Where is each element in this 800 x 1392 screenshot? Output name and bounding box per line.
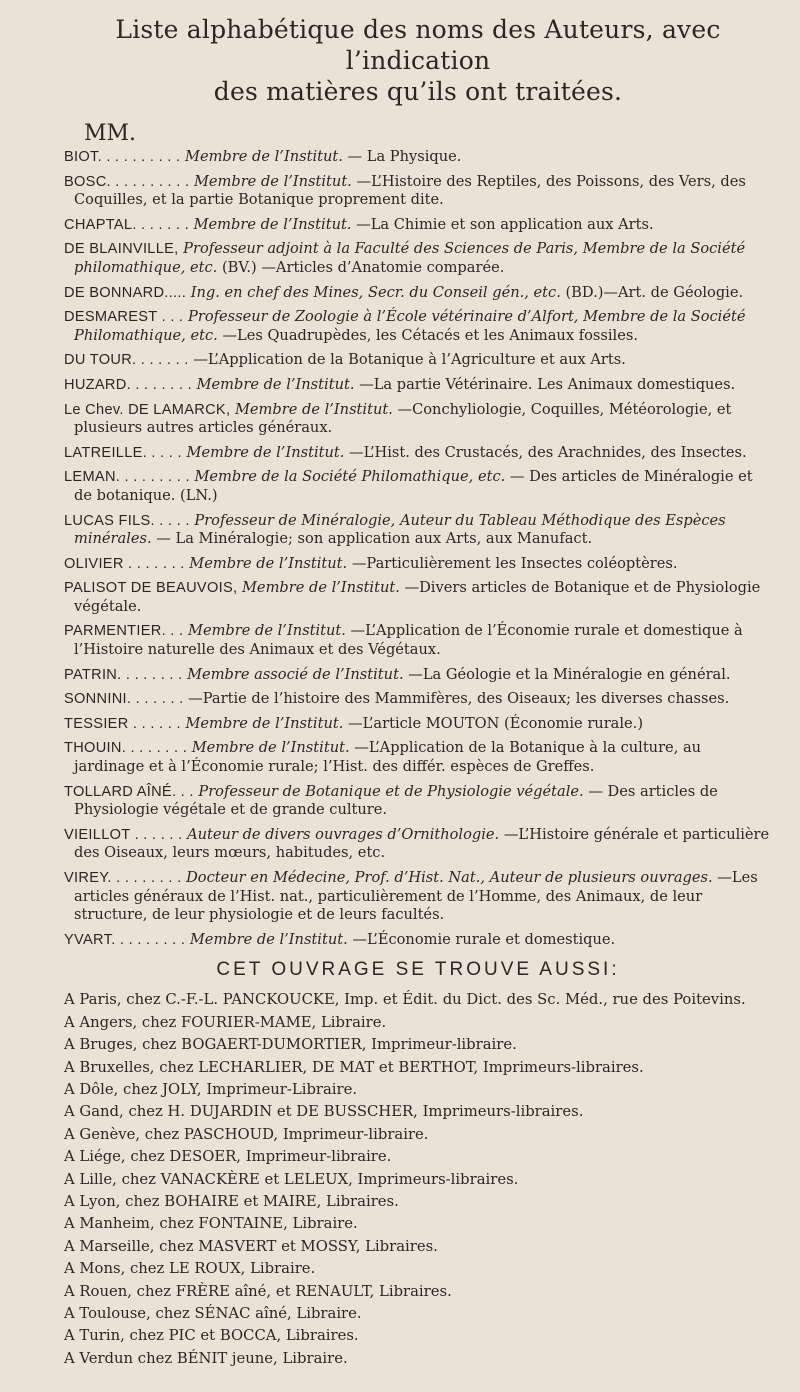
author-role: Professeur de Botanique et de Physiologie végétale. [198, 782, 584, 800]
location-item: A Liége, chez DESOER, Imprimeur-libraire. [64, 1148, 392, 1166]
author-subjects: — Des articles de Physiologie végétale et de grande culture. [74, 782, 718, 819]
author-role: Membre de l’Institut. [189, 930, 348, 948]
author-subjects: —La partie Vétérinaire. Les Animaux domestiques. [359, 375, 736, 393]
author-role: Membre de l’Institut. [193, 172, 352, 190]
author-entry [64, 401, 772, 438]
author-subjects: — La Physique. [347, 148, 462, 165]
location-item: A Bruxelles, chez LECHARLIER, DE MAT et BERTHOT, Imprimeurs-libraires. [64, 1058, 644, 1076]
author-subjects: —Partie de l’histoire des Mammifères, des Oiseaux; les diverses chasses. [188, 690, 730, 708]
author-subjects: — Des articles de Minéralogie et de botanique. (LN.) [74, 468, 753, 504]
author-role: Membre de l’Institut. [196, 375, 355, 393]
location-item: A Manheim, chez FONTAINE, Libraire. [64, 1215, 358, 1233]
author-name: PARMENTIER. . . [64, 623, 184, 640]
author-role: Membre de l’Institut. [185, 714, 344, 732]
author-role: Professeur adjoint à la Faculté des Sciences de Paris, Membre de la Société philomathique, etc. [74, 240, 746, 276]
author-role: Membre de l’Institut. [191, 739, 350, 757]
author-subjects: —Les Quadrupèdes, les Cétacés et les Animaux fossiles. [222, 326, 638, 344]
author-entry [64, 666, 772, 685]
author-role: Auteur de divers ouvrages d’Ornithologie. [187, 825, 500, 843]
author-name: THOUIN. . . . . . . . [64, 740, 188, 757]
author-entry [64, 579, 772, 616]
author-entry [64, 739, 772, 776]
location-item: A Marseille, chez MASVERT et MOSSY, Libraires. [64, 1237, 438, 1255]
author-name: LEMAN. . . . . . . . . [64, 469, 190, 486]
author-name: VIEILLOT . . . . . . [64, 826, 183, 843]
author-role: Membre de l’Institut. [193, 215, 352, 233]
location-item: A Bruges, chez BOGAERT-DUMORTIER, Imprimeur-libraire. [64, 1036, 517, 1054]
author-entry [64, 690, 772, 709]
author-subjects: (BV.) —Articles d’Anatomie comparée. [221, 258, 505, 276]
location-list [64, 989, 772, 1370]
author-entry [64, 240, 772, 277]
author-entry [64, 512, 772, 549]
author-subjects: —Particulièrement les Insectes coléoptères. [351, 554, 678, 572]
location-item: A Lille, chez VANACKÈRE et LELEUX, Imprimeurs-libraires. [64, 1170, 519, 1188]
author-entry [64, 173, 772, 210]
author-entry [64, 468, 772, 505]
author-role: Professeur de Minéralogie, Auteur du Tableau Méthodique des Espèces minérales. [74, 511, 726, 548]
author-name: Le Chev. DE LAMARCK, [64, 401, 231, 418]
author-role: Membre de l’Institut. [188, 622, 346, 640]
page-title [64, 14, 772, 107]
author-name: DESMAREST . . . [64, 309, 184, 326]
author-role: Membre de l’Institut. [234, 400, 393, 418]
location-item: A Toulouse, chez SÉNAC aîné, Libraire. [64, 1305, 362, 1323]
author-role: Membre de l’Institut. [241, 579, 400, 597]
author-subjects: —L’Histoire générale et particulière des Oiseaux, leurs mœurs, habitudes, etc. [74, 825, 770, 862]
author-entry [64, 351, 772, 370]
location-item: A Paris, chez C.-F.-L. PANCKOUCKE, Imp. et Édit. du Dict. des Sc. Méd., rue des Poitevins. [64, 991, 746, 1009]
author-subjects: —L’Application de la Botanique à l’Agriculture et aux Arts. [193, 351, 626, 369]
location-item: A Angers, chez FOURIER-MAME, Libraire. [64, 1013, 387, 1031]
location-item: A Genève, chez PASCHOUD, Imprimeur-libraire. [64, 1125, 429, 1143]
author-name: VIREY. . . . . . . . . [64, 870, 182, 886]
author-subjects: —L’Application de l’Économie rurale et domestique à l’Histoire naturelle des Animaux et des Végétaux. [74, 622, 743, 659]
location-item: A Rouen, chez FRÈRE aîné, et RENAULT, Libraires. [64, 1282, 452, 1300]
author-name: BIOT. . . . . . . . . . [64, 149, 181, 165]
author-subjects: —La Chimie et son application aux Arts. [356, 215, 654, 233]
title-line-2: des matières qu’ils ont traitées. [213, 77, 623, 106]
author-subjects: —Conchyliologie, Coquilles, Météorologie, et plusieurs autres articles généraux. [74, 400, 732, 437]
location-item: A Verdun chez BÉNIT jeune, Libraire. [64, 1349, 348, 1367]
author-name: LUCAS FILS. . . . . [64, 512, 190, 529]
author-entry [64, 376, 772, 395]
author-entry [64, 555, 772, 574]
author-name: HUZARD. . . . . . . . [64, 376, 192, 393]
author-name: CHAPTAL. . . . . . . [64, 216, 189, 233]
author-role: Ing. en chef des Mines, Secr. du Conseil gén., etc. [190, 283, 561, 301]
author-name: LATREILLE. . . . . [64, 444, 182, 461]
section-title: CET OUVRAGE SE TROUVE AUSSI: [216, 959, 620, 981]
author-name: BOSC. . . . . . . . . . [64, 173, 190, 190]
author-subjects: —L’Histoire des Reptiles, des Poissons, des Vers, des Coquilles, et la partie Botanique proprement dite. [74, 172, 746, 209]
author-entry [64, 931, 772, 950]
author-subjects: —L’Application de la Botanique à la culture, au jardinage et à l’Économie rurale; l’Hist. des différ. espèces de Greffes. [74, 739, 702, 776]
author-entry [64, 308, 772, 345]
author-subjects: — La Minéralogie; son application aux Arts, aux Manufact. [156, 530, 593, 548]
author-role: Membre de l’Institut. [189, 554, 348, 572]
author-subjects: —L’article MOUTON (Économie rurale.) [347, 714, 644, 732]
author-name: SONNINI. . . . . . . [64, 691, 184, 708]
author-subjects: —L’Hist. des Crustacés, des Arachnides, des Insectes. [349, 443, 747, 461]
author-subjects: —Les articles généraux de l’Hist. nat., particulièrement de l’Homme, des Animaux, de leur structure, de leur physiologie et de leurs facultés. [74, 869, 758, 924]
author-name: DE BLAINVILLE, [64, 241, 179, 258]
author-name: PALISOT DE BEAUVOIS, [64, 580, 238, 597]
author-entry [64, 216, 772, 235]
author-name: TESSIER . . . . . . [64, 715, 181, 732]
location-item: A Turin, chez PIC et BOCCA, Libraires. [64, 1327, 359, 1345]
title-line-1: Liste alphabétique des noms des Auteurs, avec l’indication [115, 15, 721, 75]
location-item: A Mons, chez LE ROUX, Libraire. [64, 1260, 316, 1278]
author-role: Docteur en Médecine, Prof. d’Hist. Nat., Auteur de plusieurs ouvrages. [186, 869, 713, 886]
author-entry [64, 783, 772, 820]
author-entry [64, 444, 772, 463]
author-name: DU TOUR. . . . . . . [64, 352, 189, 369]
author-name: TOLLARD AÎNÉ. . . [64, 783, 194, 800]
author-list [64, 148, 772, 949]
location-item: A Gand, chez H. DUJARDIN et DE BUSSCHER, Imprimeurs-libraires. [64, 1103, 584, 1121]
author-entry [64, 284, 772, 303]
author-subjects: —La Géologie et la Minéralogie en général. [408, 665, 731, 683]
author-subjects: —Divers articles de Botanique et de Physiologie végétale. [74, 579, 761, 615]
author-subjects: (BD.)—Art. de Géologie. [565, 283, 744, 301]
author-entry [64, 715, 772, 734]
author-name: YVART. . . . . . . . . [64, 931, 186, 948]
author-role: Membre de l’Institut. [185, 148, 343, 165]
author-role: Professeur de Zoologie à l’École vétérinaire d’Alfort, Membre de la Société Philomathique, etc. [74, 308, 746, 344]
author-name: PATRIN. . . . . . . . [64, 666, 183, 683]
author-role: Membre de la Société Philomathique, etc. [194, 468, 506, 486]
location-item: A Dôle, chez JOLY, Imprimeur-Libraire. [64, 1081, 358, 1098]
author-entry [64, 869, 772, 925]
author-role: Membre de l’Institut. [186, 443, 345, 461]
mm-label: MM. [84, 121, 137, 146]
author-name: DE BONNARD..... [64, 284, 187, 301]
author-entry [64, 826, 772, 863]
author-entry [64, 148, 772, 167]
location-item: A Lyon, chez BOHAIRE et MAIRE, Libraires. [64, 1193, 399, 1211]
author-entry [64, 622, 772, 659]
author-role: Membre associé de l’Institut. [187, 665, 404, 683]
author-name: OLIVIER . . . . . . . [64, 555, 185, 572]
author-subjects: —L’Économie rurale et domestique. [352, 930, 616, 948]
